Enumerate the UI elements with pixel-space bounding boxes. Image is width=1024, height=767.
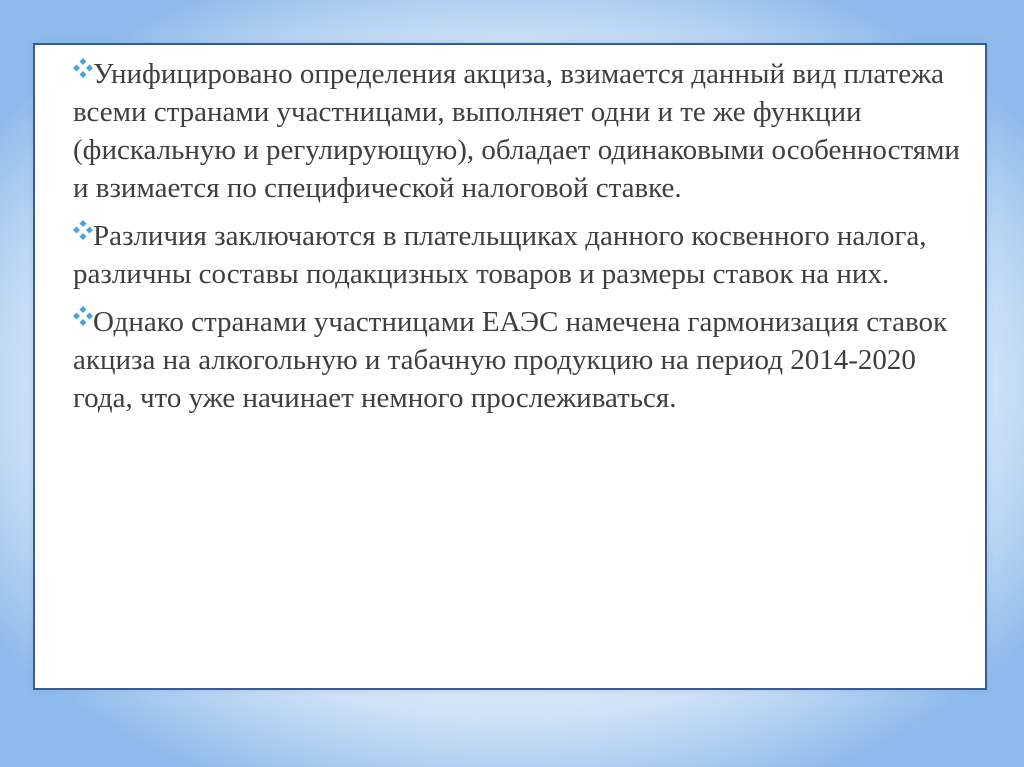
bullet-item [73,303,973,417]
bullet-item [73,217,973,293]
bullet-text: Унифицировано определения акциза, взимается данный вид платежа всеми странами участницами, выполняет одни и те же функции (фискальную и регулирующую), обладает одинаковыми особенностями и взимается по специфической налоговой ставке. [73,58,960,204]
content-panel [33,43,987,690]
bullet-item [73,55,973,207]
bullet-list [73,55,973,427]
bullet-text: Различия заключаются в плательщиках данного косвенного налога, различны составы подакцизных товаров и размеры ставок на них. [73,220,927,290]
diamond-bullet-icon [73,220,93,240]
bullet-text: Однако странами участницами ЕАЭС намечена гармонизация ставок акциза на алкогольную и табачную продукцию на период 2014-2020 года, что уже начинает немного прослеживаться. [73,306,948,414]
diamond-bullet-icon [73,58,93,78]
diamond-bullet-icon [73,306,93,326]
